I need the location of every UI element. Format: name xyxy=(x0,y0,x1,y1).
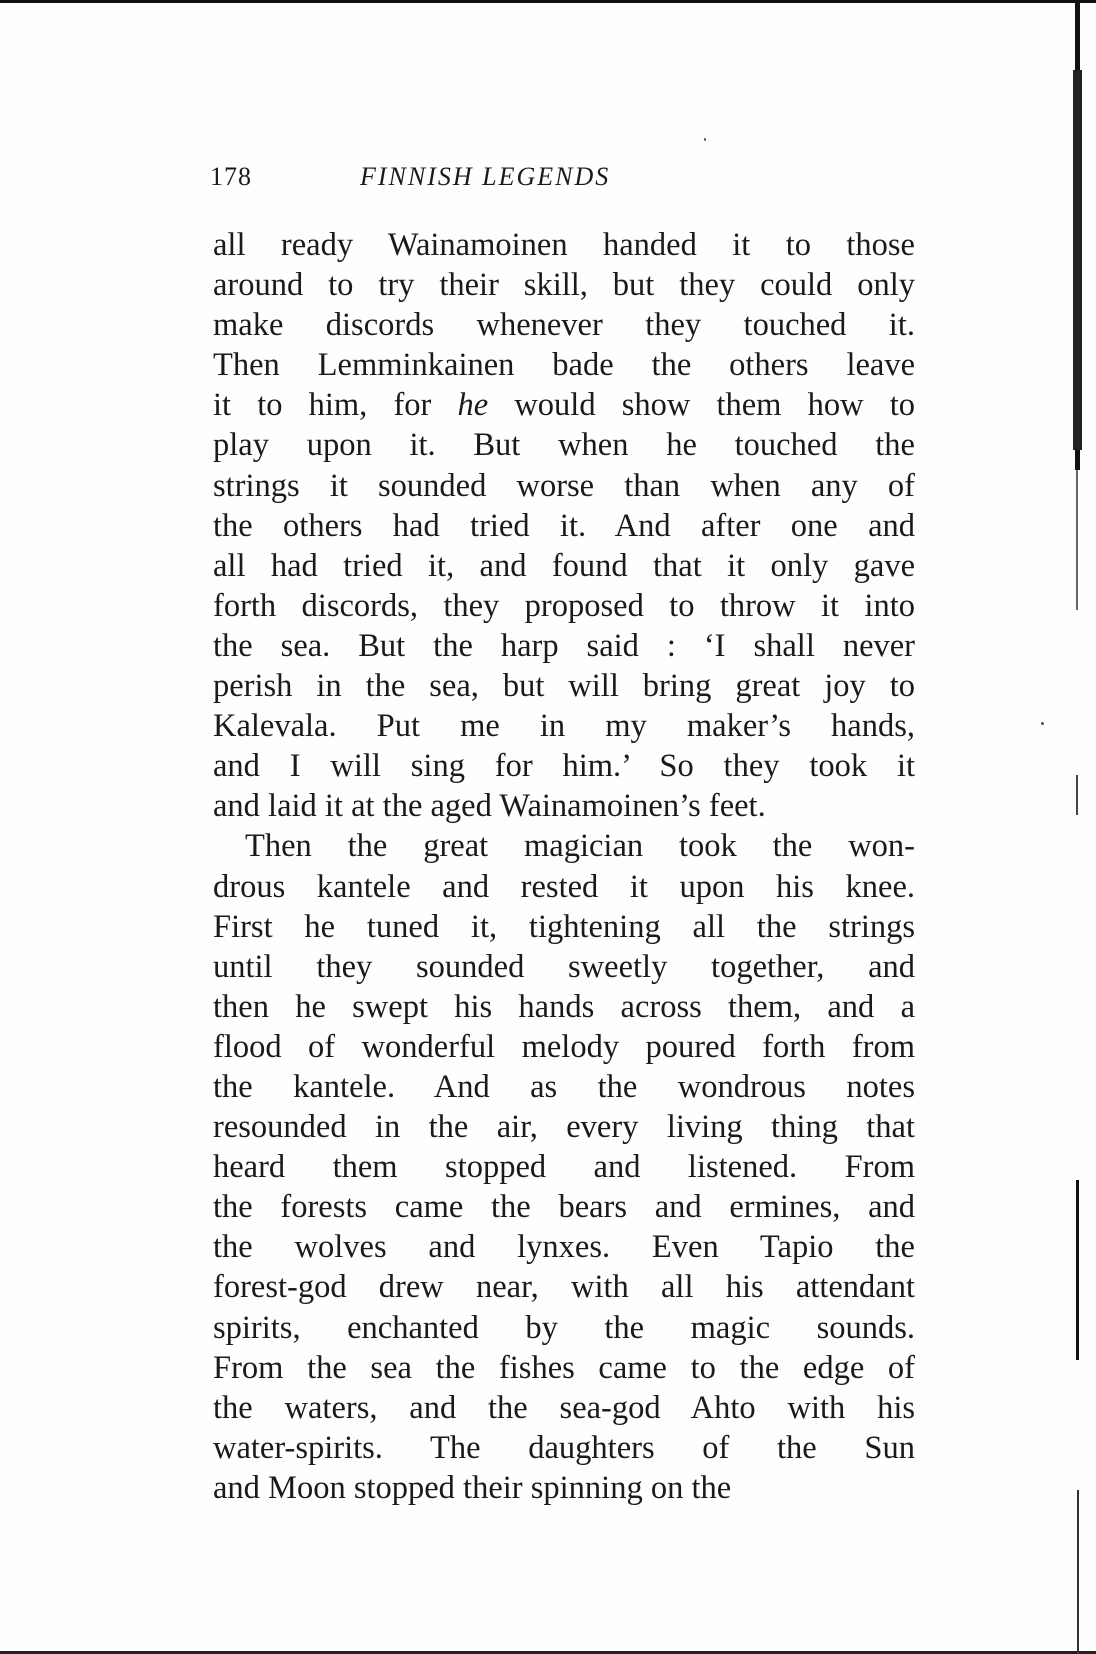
text-line: and laid it at the aged Wainamoinen’s feet. xyxy=(213,788,766,825)
text-line: it to him, for he would show them how to xyxy=(213,387,916,424)
text-line: all ready Wainamoinen handed it to those xyxy=(213,227,915,263)
text-line: and Moon stopped their spinning on the xyxy=(213,1469,732,1506)
text-line: drous kantele and rested it upon his knee. xyxy=(213,868,915,905)
text-line: and I will sing for him.’ So they took it xyxy=(213,748,915,785)
text-line: First he tuned it, tightening all the strings xyxy=(213,908,915,945)
text-line: flood of wonderful melody poured forth from xyxy=(213,1028,915,1065)
text-line: until they sounded sweetly together, and xyxy=(213,948,915,985)
text-line: strings it sounded worse than when any of xyxy=(213,467,915,504)
body-text xyxy=(213,225,915,1508)
text-line: all had tried it, and found that it only gave xyxy=(213,547,915,584)
paragraph xyxy=(213,225,915,826)
text-line: the waters, and the sea-god Ahto with his xyxy=(213,1389,915,1426)
scan-speck xyxy=(1041,722,1044,725)
book-gutter-shadow xyxy=(1072,0,1084,1654)
text-line: play upon it. But when he touched the xyxy=(213,427,915,464)
paragraph xyxy=(213,826,915,1508)
page-number: 178 xyxy=(210,162,252,191)
top-scan-edge xyxy=(0,0,1096,3)
text-line: the forests came the bears and ermines, and xyxy=(213,1189,915,1226)
text-line: the wolves and lynxes. Even Tapio the xyxy=(213,1229,915,1266)
text-line: Kalevala. Put me in my maker’s hands, xyxy=(213,708,915,745)
text-line: perish in the sea, but will bring great joy to xyxy=(213,668,915,705)
text-line: heard them stopped and listened. From xyxy=(213,1149,915,1186)
text-line: forth discords, they proposed to throw it into xyxy=(213,587,915,624)
scan-speck xyxy=(704,138,706,141)
text-line: Then Lemminkainen bade the others leave xyxy=(213,347,915,384)
text-line: the others had tried it. And after one and xyxy=(213,507,915,544)
text-line: Then the great magician took the won- xyxy=(245,828,915,865)
text-line: the sea. But the harp said : ‘I shall never xyxy=(213,627,915,664)
running-header xyxy=(210,162,910,202)
text-line: From the sea the fishes came to the edge of xyxy=(213,1349,915,1386)
text-line: then he swept his hands across them, and a xyxy=(213,988,915,1025)
running-title: FINNISH LEGENDS xyxy=(360,162,611,191)
text-line: spirits, enchanted by the magic sounds. xyxy=(213,1309,915,1346)
text-line: resounded in the air, every living thing that xyxy=(213,1109,915,1146)
text-line: forest-god drew near, with all his attendant xyxy=(213,1269,915,1306)
text-line: water-spirits. The daughters of the Sun xyxy=(213,1429,915,1466)
text-line: make discords whenever they touched it. xyxy=(213,307,915,344)
text-line: around to try their skill, but they could only xyxy=(213,267,915,304)
text-line: the kantele. And as the wondrous notes xyxy=(213,1068,915,1105)
